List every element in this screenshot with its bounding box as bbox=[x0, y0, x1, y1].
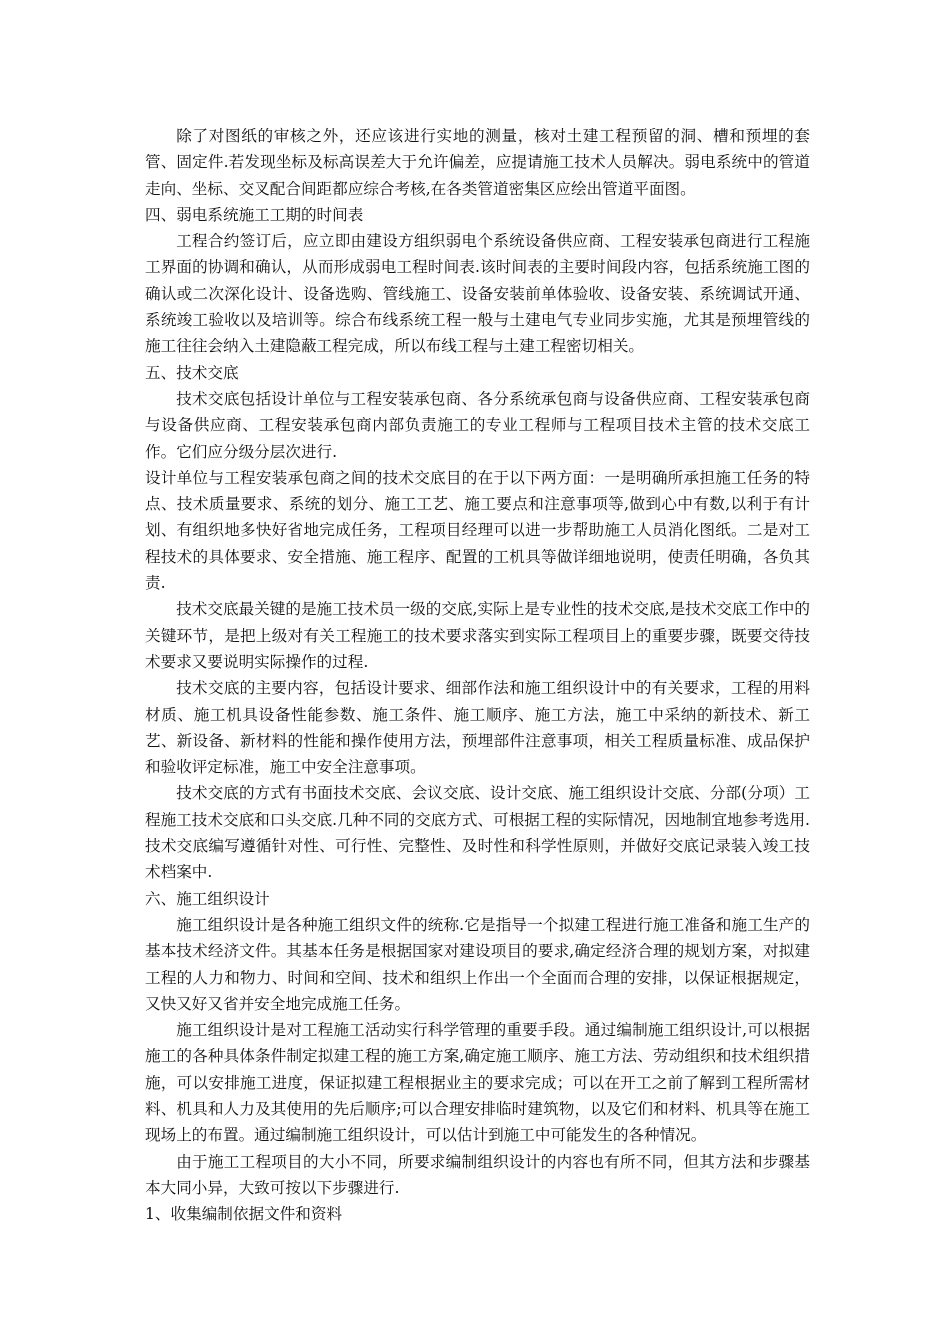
subsection-heading-1: 1、收集编制依据文件和资料 bbox=[145, 1205, 343, 1224]
paragraph-org-design-management: 施工组织设计是对工程施工活动实行科学管理的重要手段。通过编制施工组织设计,可以根据施工的各种具体条件制定拟建工程的施工方案,确定施工顺序、施工方法、劳动组织和技术组织措施，可以安排施工进度，保证拟建工程根据业主的要求完成；可以在开工之前了解到工程所需材料、机具和人力及其使用的先后顺序;可以合理安排临时建筑物，以及它们和材料、机具等在施工现场上的布置。通过编制施工组织设计，可以估计到施工中可能发生的各种情况。 bbox=[145, 1021, 810, 1145]
paragraph-tech-briefing-content: 技术交底的主要内容，包括设计要求、细部作法和施工组织设计中的有关要求，工程的用料材质、施工机具设备性能参数、施工条件、施工顺序、施工方法，施工中采纳的新技术、新工艺、新设备、新材料的性能和操作使用方法，预埋部件注意事项，相关工程质量标准、成品保护和验收评定标准，施工中安全注意事项。 bbox=[145, 679, 810, 777]
document-page bbox=[145, 123, 810, 1227]
section-heading-4: 四、弱电系统施工工期的时间表 bbox=[145, 205, 364, 224]
paragraph-schedule: 工程合约签订后，应立即由建设方组织弱电个系统设备供应商、工程安装承包商进行工程施工界面的协调和确认，从而形成弱电工程时间表.该时间表的主要时间段内容，包括系统施工图的确认或二次深化设计、设备选购、管线施工、设备安装前单体验收、设备安装、系统调试开通、系统竣工验收以及培训等。综合布线系统工程一般与土建电气专业同步实施，尤其是预埋管线的施工往往会纳入土建隐蔽工程完成，所以布线工程与土建工程密切相关。 bbox=[145, 232, 810, 356]
paragraph-survey-check: 除了对图纸的审核之外，还应该进行实地的测量，核对土建工程预留的洞、槽和预埋的套管、固定件.若发现坐标及标高误差大于允许偏差，应提请施工技术人员解决。弱电系统中的管道走向、坐标、交叉配合间距都应综合考核,在各类管道密集区应绘出管道平面图。 bbox=[145, 127, 810, 198]
paragraph-org-design-steps: 由于施工工程项目的大小不同，所要求编制组织设计的内容也有所不同，但其方法和步骤基本大同小异，大致可按以下步骤进行. bbox=[145, 1152, 810, 1197]
paragraph-org-design-definition: 施工组织设计是各种施工组织文件的统称.它是指导一个拟建工程进行施工准备和施工生产的基本技术经济文件。其基本任务是根据国家对建设项目的要求,确定经济合理的规划方案，对拟建工程的人力和物力、时间和空间、技术和组织上作出一个全面而合理的安排，以保证根据规定，又快又好又省并安全地完成施工任务。 bbox=[145, 915, 810, 1013]
paragraph-tech-briefing-intro: 技术交底包括设计单位与工程安装承包商、各分系统承包商与设备供应商、工程安装承包商与设备供应商、工程安装承包商内部负责施工的专业工程师与工程项目技术主管的技术交底工作。它们应分级分层次进行. bbox=[145, 389, 810, 461]
paragraph-tech-briefing-key: 技术交底最关键的是施工技术员一级的交底,实际上是专业性的技术交底,是技术交底工作中的关键环节，是把上级对有关工程施工的技术要求落实到实际工程项目上的重要步骤，既要交待技术要求又要说明实际操作的过程. bbox=[145, 600, 810, 671]
section-heading-6: 六、施工组织设计 bbox=[145, 889, 270, 908]
paragraph-tech-briefing-methods: 技术交底的方式有书面技术交底、会议交底、设计交底、施工组织设计交底、分部(分项）工程施工技术交底和口头交底.几种不同的交底方式、可根据工程的实际情况，因地制宜地参考选用.技术交底编写遵循针对性、可行性、完整性、及时性和科学性原则，并做好交底记录装入竣工技术档案中. bbox=[145, 784, 810, 882]
section-heading-5: 五、技术交底 bbox=[145, 363, 239, 382]
paragraph-tech-briefing-purpose: 设计单位与工程安装承包商之间的技术交底目的在于以下两方面：一是明确所承担施工任务的特点、技术质量要求、系统的划分、施工工艺、施工要点和注意事项等,做到心中有数,以利于有计划、有组织地多快好省地完成任务，工程项目经理可以进一步帮助施工人员消化图纸。二是对工程技术的具体要求、安全措施、施工程序、配置的工机具等做详细地说明，使责任明确，各负其责. bbox=[145, 468, 810, 593]
